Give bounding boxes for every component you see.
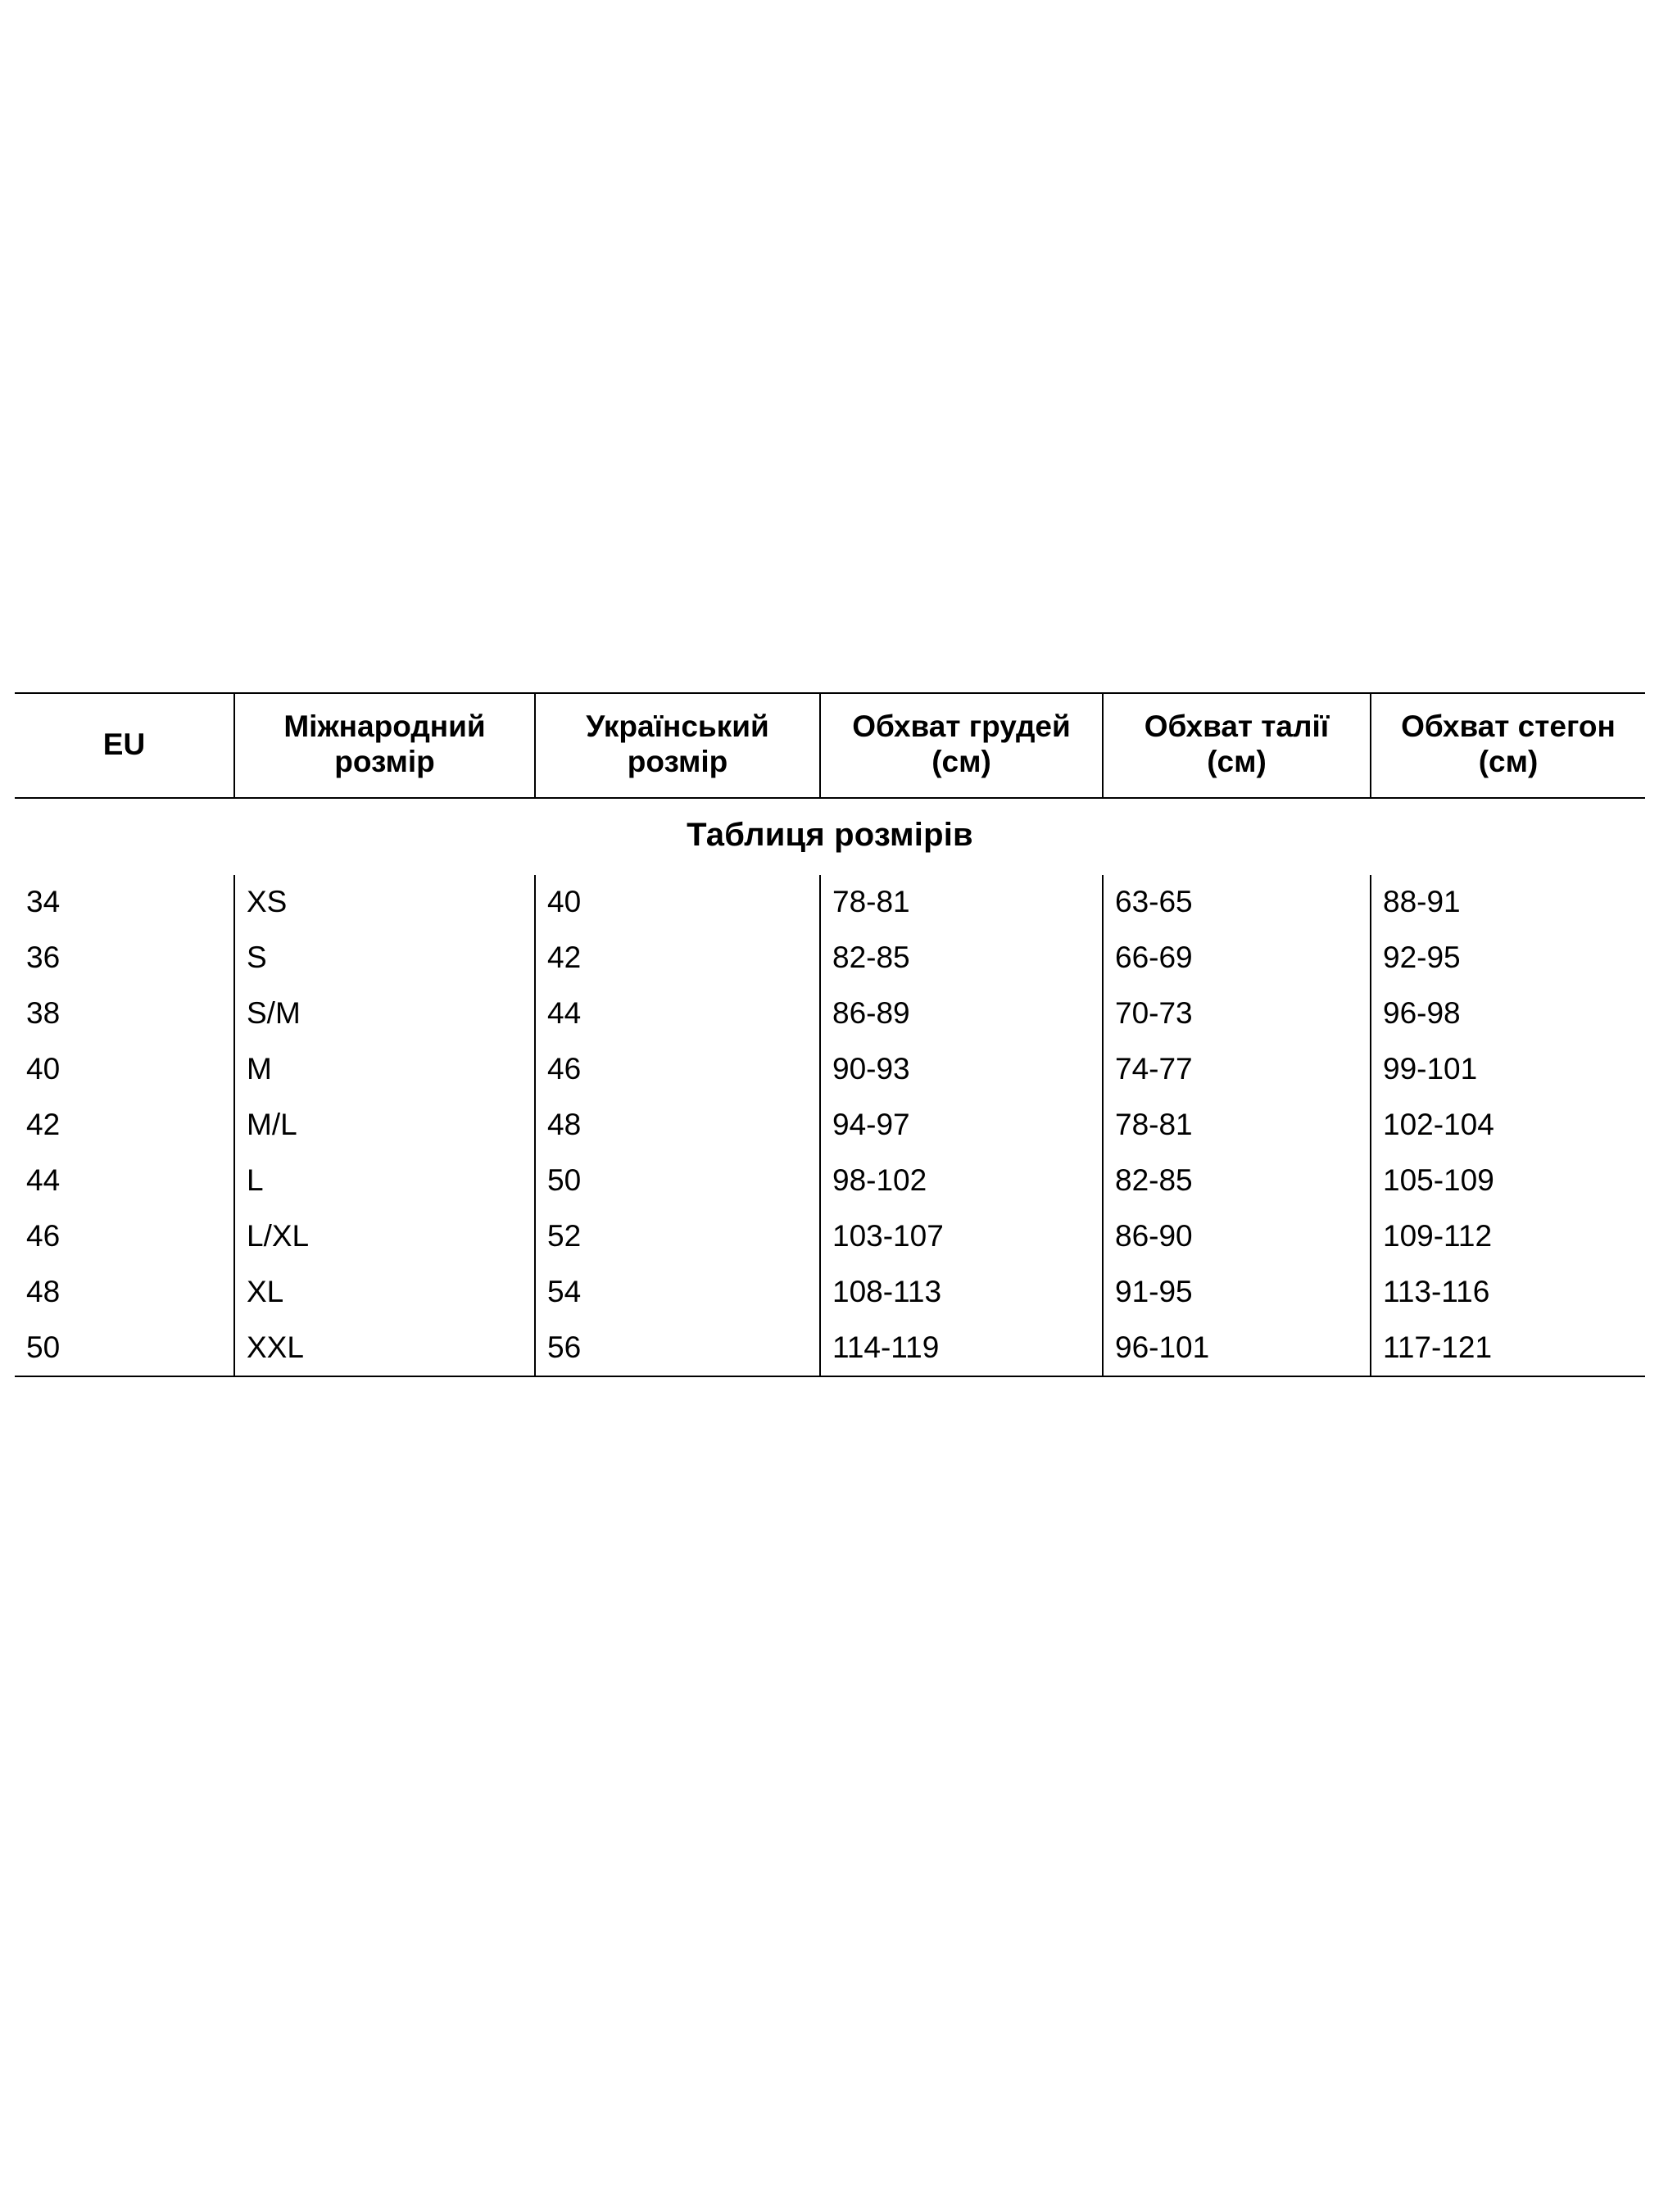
size-chart-container	[15, 692, 1645, 1377]
cell-eu: 36	[15, 931, 234, 986]
cell-ukrainian-size: 42	[535, 931, 820, 986]
cell-ukrainian-size: 40	[535, 875, 820, 931]
cell-international-size: M	[234, 1042, 535, 1098]
cell-ukrainian-size: 56	[535, 1321, 820, 1376]
cell-waist: 86-90	[1103, 1209, 1371, 1265]
table-row	[15, 1098, 1645, 1154]
cell-hips: 109-112	[1383, 1219, 1493, 1253]
cell-ukrainian-size: 44	[535, 986, 820, 1042]
cell-eu: 44	[15, 1154, 234, 1209]
cell-waist: 82-85	[1103, 1154, 1371, 1209]
cell-hips: 105-109	[1383, 1163, 1494, 1197]
cell-international-size: XL	[234, 1265, 535, 1321]
column-header-chest: Обхват грудей (см)	[820, 693, 1103, 798]
cell-eu: 48	[15, 1265, 234, 1321]
cell-ukrainian-size: 46	[535, 1042, 820, 1098]
column-header-eu: EU	[15, 693, 234, 798]
cell-chest: 86-89	[820, 986, 1103, 1042]
table-row	[15, 1209, 1645, 1265]
cell-waist: 78-81	[1103, 1098, 1371, 1154]
cell-waist: 91-95	[1103, 1265, 1371, 1321]
table-row	[15, 986, 1645, 1042]
cell-hips: 117-121	[1371, 1321, 1645, 1376]
cell-chest: 108-113	[820, 1265, 1103, 1321]
cell-waist: 74-77	[1103, 1042, 1371, 1098]
table-row	[15, 875, 1645, 931]
table-row	[15, 1321, 1645, 1376]
cell-hips: 99-101	[1383, 1052, 1478, 1086]
cell-waist: 70-73	[1103, 986, 1371, 1042]
cell-ukrainian-size: 48	[535, 1098, 820, 1154]
cell-chest: 78-81	[820, 875, 1103, 931]
cell-eu: 50	[15, 1321, 234, 1376]
column-header-hips: Обхват стегон (см)	[1371, 693, 1645, 798]
table-title-row	[15, 798, 1645, 875]
cell-international-size: S	[234, 931, 535, 986]
cell-chest: 82-85	[820, 931, 1103, 986]
cell-ukrainian-size: 50	[535, 1154, 820, 1209]
column-header-international-size: Міжнародний розмір	[234, 693, 535, 798]
cell-chest: 94-97	[820, 1098, 1103, 1154]
cell-chest: 103-107	[820, 1209, 1103, 1265]
cell-international-size: S/M	[234, 986, 535, 1042]
table-header-row	[15, 693, 1645, 798]
cell-ukrainian-size: 52	[535, 1209, 820, 1265]
table-row	[15, 931, 1645, 986]
cell-eu: 34	[15, 875, 234, 931]
cell-hips: 96-98	[1383, 996, 1461, 1030]
table-row	[15, 1042, 1645, 1098]
cell-chest: 114-119	[820, 1321, 1103, 1376]
table-body	[15, 875, 1645, 1376]
size-chart-table	[15, 692, 1645, 1377]
cell-international-size: XS	[234, 875, 535, 931]
column-header-ukrainian-size: Український розмір	[535, 693, 820, 798]
cell-international-size: L	[234, 1154, 535, 1209]
page-title: Таблиця розмірів	[687, 817, 973, 853]
cell-eu: 46	[15, 1209, 234, 1265]
cell-waist: 66-69	[1103, 931, 1371, 986]
cell-international-size: L/XL	[234, 1209, 535, 1265]
cell-ukrainian-size: 54	[535, 1265, 820, 1321]
cell-chest: 98-102	[820, 1154, 1103, 1209]
cell-hips: 88-91	[1383, 885, 1461, 918]
cell-hips: 102-104	[1383, 1108, 1494, 1141]
cell-chest: 90-93	[820, 1042, 1103, 1098]
cell-waist: 63-65	[1103, 875, 1371, 931]
cell-eu: 40	[15, 1042, 234, 1098]
cell-hips: 113-116	[1383, 1275, 1490, 1308]
table-row	[15, 1265, 1645, 1321]
table-row	[15, 1154, 1645, 1209]
cell-eu: 42	[15, 1098, 234, 1154]
cell-hips: 92-95	[1383, 941, 1461, 974]
column-header-waist: Обхват талії (см)	[1103, 693, 1371, 798]
cell-international-size: M/L	[234, 1098, 535, 1154]
cell-international-size: XXL	[234, 1321, 535, 1376]
cell-eu: 38	[15, 986, 234, 1042]
cell-waist: 96-101	[1103, 1321, 1371, 1376]
